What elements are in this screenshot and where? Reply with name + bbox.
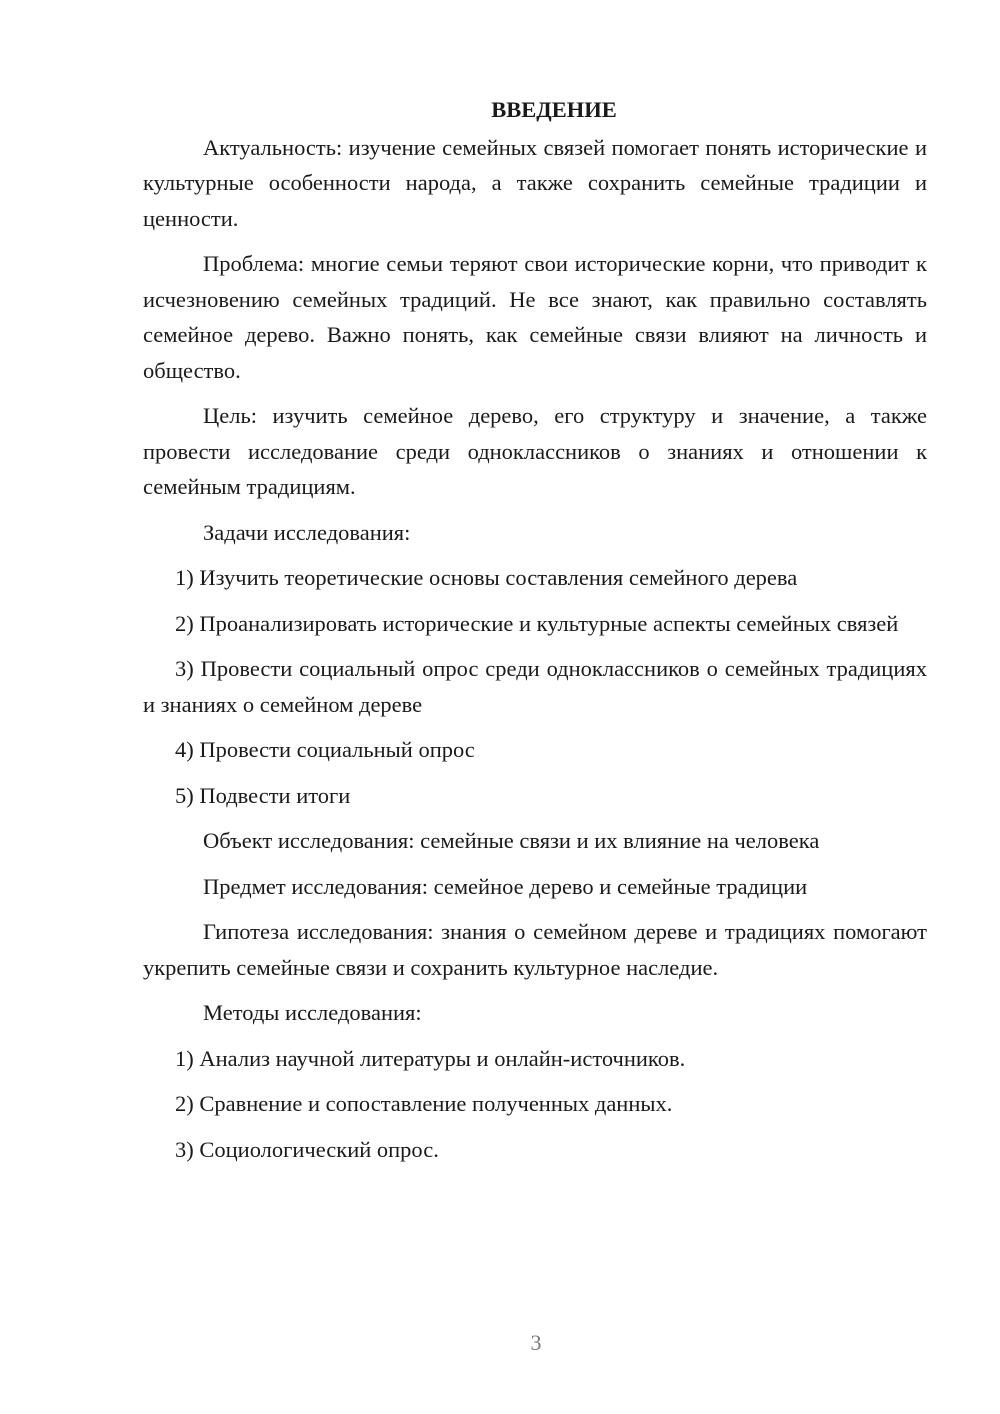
relevance-paragraph: Актуальность: изучение семейных связей помогает понять исторические и культурные особенности народа, а также сохранить семейные традиции и ценности. <box>143 134 927 231</box>
method-item: 1) Анализ научной литературы и онлайн-источников. <box>175 1045 686 1071</box>
subject-paragraph: Предмет исследования: семейное дерево и семейные традиции <box>203 873 808 899</box>
task-item: 4) Провести социальный опрос <box>175 737 475 762</box>
methods-heading: Методы исследования: <box>203 1000 422 1025</box>
document-content <box>143 92 927 1177</box>
hypothesis-paragraph: Гипотеза исследования: знания о семейном дереве и традициях помогают укрепить семейные связи и сохранить культурное наследие. <box>143 919 927 980</box>
task-item: 3) Провести социальный опрос среди одноклассников о семейных традициях и знаниях о семейном дереве <box>143 656 927 717</box>
tasks-heading: Задачи исследования: <box>203 519 411 545</box>
method-item: 3) Социологический опрос. <box>175 1136 439 1162</box>
page-number: 3 <box>530 1330 542 1355</box>
goal-paragraph: Цель: изучить семейное дерево, его структуру и значение, а также провести исследование среди одноклассников о знаниях и отношении к семейным традициям. <box>143 403 927 499</box>
section-title: ВВЕДЕНИЕ <box>491 97 617 122</box>
object-paragraph: Объект исследования: семейные связи и их влияние на человека <box>203 828 820 853</box>
task-item: 2) Проанализировать исторические и культурные аспекты семейных связей <box>175 610 899 636</box>
task-item: 1) Изучить теоретические основы составления семейного дерева <box>175 565 798 590</box>
task-item: 5) Подвести итоги <box>175 782 351 808</box>
problem-paragraph: Проблема: многие семьи теряют свои исторические корни, что приводит к исчезновению семейных традиций. Не все знают, как правильно составлять семейное дерево. Важно понять, как семейные связи влияют на личность и общество. <box>143 251 927 383</box>
method-item: 2) Сравнение и сопоставление полученных данных. <box>175 1091 673 1116</box>
